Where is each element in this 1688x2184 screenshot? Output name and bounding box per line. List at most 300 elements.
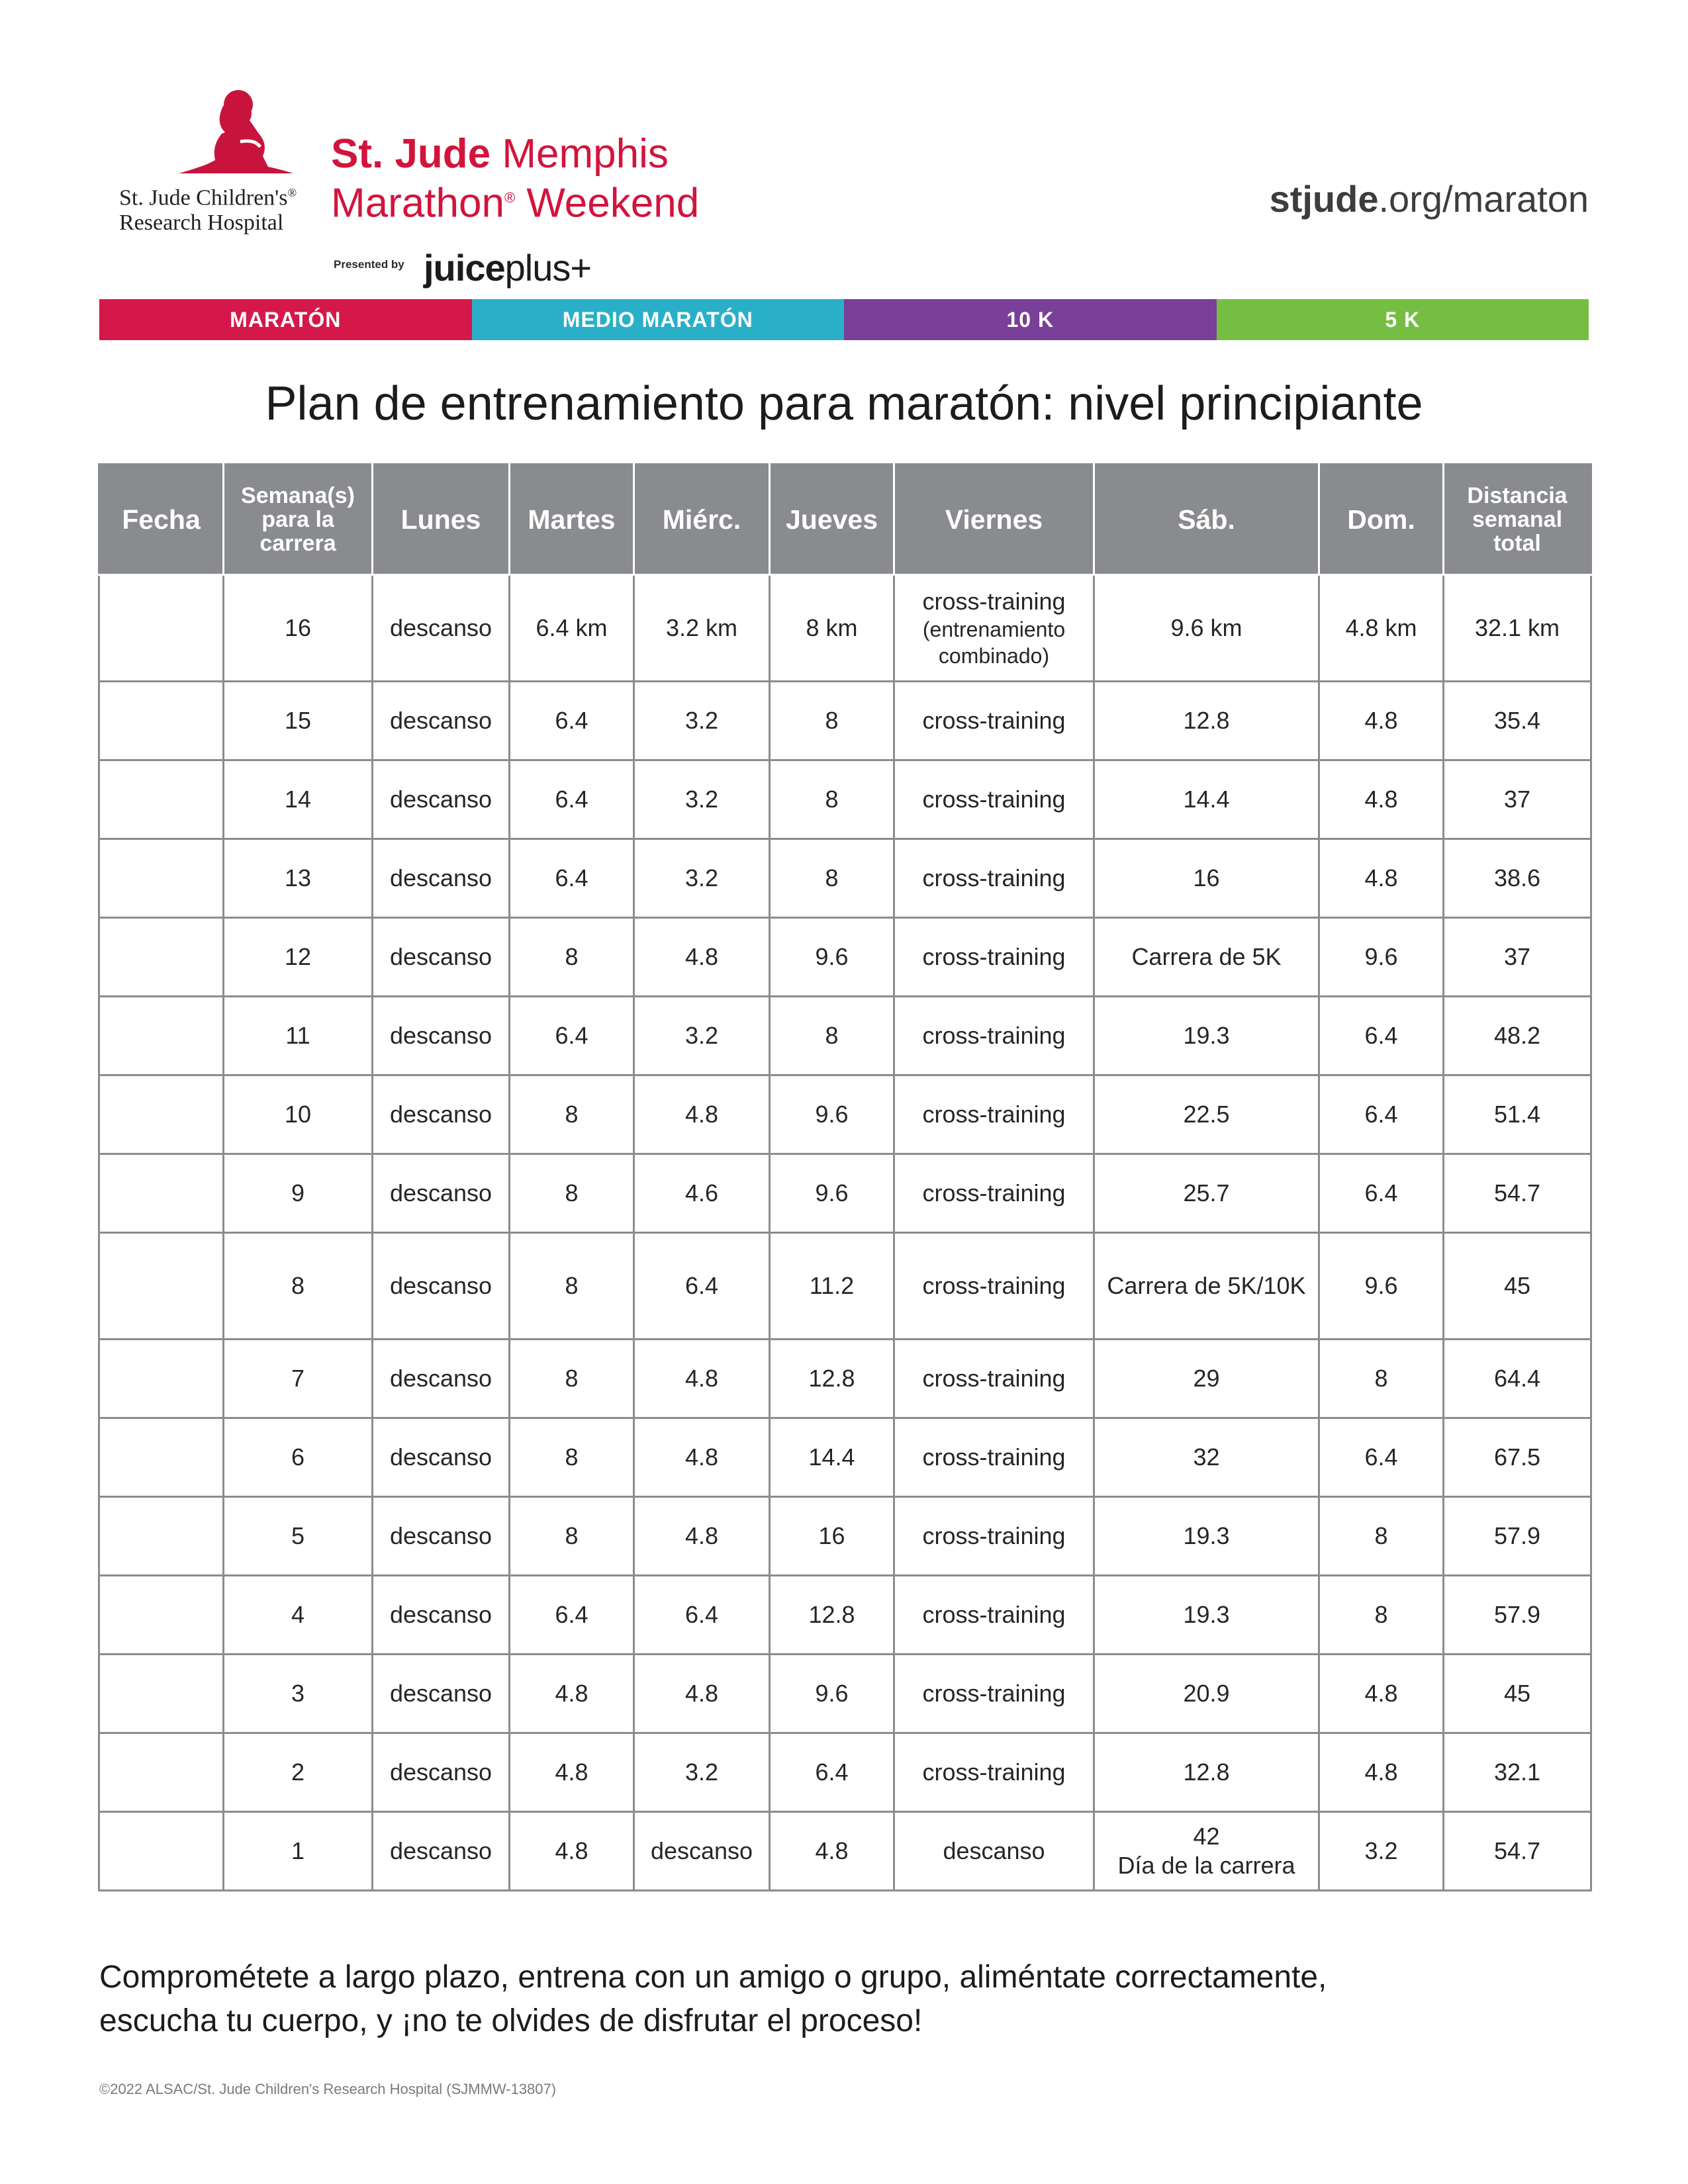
cell-jueves <box>770 1812 894 1891</box>
cell-semana <box>224 1418 373 1497</box>
cell-viernes <box>894 839 1094 918</box>
cell-fecha[interactable] <box>99 1655 224 1733</box>
cell-domingo <box>1319 1655 1444 1733</box>
cell-jueves-value: 16 <box>818 1522 845 1549</box>
cell-martes-value: 8 <box>565 1101 579 1128</box>
table-row <box>99 839 1591 918</box>
cell-martes-value: 8 <box>565 1365 579 1392</box>
cell-jueves-value: 9.6 <box>815 1101 849 1128</box>
cell-miercoles-value: 3.2 <box>684 786 719 813</box>
cell-lunes-value: descanso <box>389 1272 492 1299</box>
cell-jueves <box>770 1418 894 1497</box>
cell-martes <box>510 575 634 682</box>
cell-jueves <box>770 1576 894 1655</box>
cell-domingo-value: 8 <box>1374 1601 1388 1628</box>
cell-miercoles <box>634 1340 770 1418</box>
cell-total <box>1444 839 1591 918</box>
cell-fecha[interactable] <box>99 1075 224 1154</box>
cell-miercoles-value: 4.8 <box>684 1522 719 1549</box>
cell-jueves-value: 11.2 <box>809 1272 855 1299</box>
cell-martes <box>510 1075 634 1154</box>
cell-semana <box>224 1733 373 1812</box>
cell-domingo <box>1319 839 1444 918</box>
cell-semana <box>224 760 373 839</box>
cell-lunes-value: descanso <box>389 1522 492 1549</box>
cell-viernes-value: cross-training <box>922 1680 1066 1707</box>
cell-fecha[interactable] <box>99 682 224 760</box>
cell-total-value: 51.4 <box>1493 1101 1541 1128</box>
cell-total-value: 57.9 <box>1493 1522 1541 1549</box>
cell-sabado <box>1094 1075 1319 1154</box>
event-title-line1 <box>331 132 794 176</box>
cell-semana <box>224 1576 373 1655</box>
cell-domingo-value: 8 <box>1374 1522 1388 1549</box>
cell-jueves-value: 12.8 <box>808 1601 855 1628</box>
cell-semana-value: 13 <box>284 864 312 891</box>
cell-jueves-value: 9.6 <box>815 1680 849 1707</box>
category-maraton: MARATÓN <box>99 299 472 340</box>
cell-semana-value: 4 <box>291 1601 305 1628</box>
cell-semana-value: 2 <box>291 1758 305 1786</box>
cell-sabado-value: 19.3 <box>1183 1522 1230 1549</box>
cell-jueves-value: 8 <box>825 1022 839 1049</box>
cell-domingo-value: 3.2 <box>1364 1837 1398 1864</box>
cell-total-value: 37 <box>1503 786 1531 813</box>
table-row <box>99 1418 1591 1497</box>
sponsor-logo <box>424 246 591 289</box>
cell-semana-value: 11 <box>285 1022 310 1049</box>
cell-domingo-value: 9.6 <box>1364 943 1398 970</box>
cell-martes-value: 8 <box>565 1272 579 1299</box>
cell-total-value: 54.7 <box>1493 1837 1541 1864</box>
cell-total <box>1444 1576 1591 1655</box>
header-miercoles: Miérc. <box>634 465 770 575</box>
cell-sabado <box>1094 997 1319 1075</box>
cell-miercoles <box>634 1154 770 1233</box>
page-header <box>99 79 1589 291</box>
cell-domingo <box>1319 1154 1444 1233</box>
cell-total <box>1444 682 1591 760</box>
cell-viernes <box>894 1154 1094 1233</box>
table-row <box>99 575 1591 682</box>
cell-jueves <box>770 918 894 997</box>
cell-total <box>1444 1154 1591 1233</box>
cell-domingo-value: 6.4 <box>1364 1179 1398 1206</box>
cell-sabado-value: 25.7 <box>1183 1179 1230 1206</box>
cell-jueves <box>770 1233 894 1340</box>
footer-message-line2: escucha tu cuerpo, y ¡no te olvides de disfrutar el proceso! <box>99 2003 923 2038</box>
cell-martes-value: 4.8 <box>555 1837 588 1864</box>
cell-total <box>1444 997 1591 1075</box>
cell-lunes <box>373 997 510 1075</box>
cell-domingo-value: 6.4 <box>1364 1443 1398 1471</box>
training-plan-table <box>98 463 1592 1891</box>
cell-viernes <box>894 1075 1094 1154</box>
cell-total <box>1444 1075 1591 1154</box>
cell-jueves-value: 9.6 <box>815 1179 849 1206</box>
cell-fecha[interactable] <box>99 1418 224 1497</box>
cell-semana-value: 8 <box>291 1272 305 1299</box>
cell-domingo-value: 9.6 <box>1364 1272 1398 1299</box>
cell-total-value: 38.6 <box>1493 864 1541 891</box>
cell-martes-value: 4.8 <box>555 1758 588 1786</box>
cell-total <box>1444 1340 1591 1418</box>
cell-semana <box>224 1655 373 1733</box>
cell-lunes <box>373 918 510 997</box>
cell-fecha[interactable] <box>99 1733 224 1812</box>
cell-viernes-value: cross-training <box>922 1443 1066 1471</box>
cell-lunes <box>373 1075 510 1154</box>
event-title-rest: Memphis <box>491 131 669 177</box>
cell-sabado-value: 19.3 <box>1183 1601 1230 1628</box>
cell-domingo <box>1319 1733 1444 1812</box>
sponsor-logo-part2: plus+ <box>504 247 592 289</box>
table-row <box>99 918 1591 997</box>
table-row <box>99 1733 1591 1812</box>
table-header-row <box>99 465 1591 575</box>
table-row <box>99 1655 1591 1733</box>
cell-semana-value: 14 <box>284 786 312 813</box>
cell-sabado <box>1094 1418 1319 1497</box>
cell-jueves <box>770 997 894 1075</box>
cell-martes <box>510 1340 634 1418</box>
cell-jueves-value: 8 km <box>806 614 858 641</box>
site-url-rest: .org/maraton <box>1378 178 1589 220</box>
cell-total <box>1444 1655 1591 1733</box>
cell-total <box>1444 1497 1591 1576</box>
cell-domingo-value: 4.8 km <box>1345 614 1417 641</box>
cell-lunes-value: descanso <box>389 1179 492 1206</box>
cell-lunes <box>373 682 510 760</box>
cell-total <box>1444 1812 1591 1891</box>
cell-total-value: 57.9 <box>1493 1601 1541 1628</box>
cell-martes-value: 6.4 <box>555 1601 588 1628</box>
cell-domingo-value: 8 <box>1374 1365 1388 1392</box>
header-domingo: Dom. <box>1319 465 1444 575</box>
cell-lunes-value: descanso <box>389 1837 492 1864</box>
cell-sabado <box>1094 839 1319 918</box>
cell-viernes <box>894 682 1094 760</box>
cell-viernes-value: cross-training <box>922 1758 1066 1786</box>
cell-miercoles <box>634 1075 770 1154</box>
cell-total-value: 35.4 <box>1493 707 1541 734</box>
cell-miercoles <box>634 997 770 1075</box>
cell-semana-value: 15 <box>284 707 312 734</box>
cell-sabado-value: 14.4 <box>1183 786 1230 813</box>
cell-miercoles <box>634 575 770 682</box>
cell-domingo <box>1319 1812 1444 1891</box>
cell-sabado <box>1094 682 1319 760</box>
cell-domingo <box>1319 682 1444 760</box>
cell-total-value: 37 <box>1503 943 1531 970</box>
cell-jueves <box>770 1075 894 1154</box>
cell-martes <box>510 1576 634 1655</box>
cell-semana-value: 7 <box>291 1365 305 1392</box>
site-url-bold: stjude <box>1269 178 1379 220</box>
cell-miercoles-value: 3.2 km <box>665 614 738 641</box>
cell-lunes <box>373 1233 510 1340</box>
cell-domingo <box>1319 918 1444 997</box>
cell-miercoles <box>634 760 770 839</box>
table-row <box>99 1233 1591 1340</box>
cell-jueves <box>770 682 894 760</box>
cell-martes-value: 8 <box>565 943 579 970</box>
cell-jueves <box>770 1497 894 1576</box>
header-total: Distancia semanal total <box>1444 465 1591 575</box>
presented-by <box>331 246 728 299</box>
cell-miercoles-value: 6.4 <box>684 1601 719 1628</box>
hospital-logo <box>119 86 318 238</box>
cell-sabado <box>1094 1812 1319 1891</box>
cell-semana-value: 12 <box>284 943 312 970</box>
cell-sabado-value: 22.5 <box>1183 1101 1230 1128</box>
cell-lunes <box>373 1812 510 1891</box>
cell-total-value: 54.7 <box>1493 1179 1541 1206</box>
event-title-line2 <box>331 176 794 226</box>
footer-message <box>99 1956 1589 2043</box>
cell-total <box>1444 760 1591 839</box>
cell-miercoles <box>634 1233 770 1340</box>
cell-jueves <box>770 575 894 682</box>
cell-total <box>1444 1233 1591 1340</box>
cell-miercoles-value: 6.4 <box>684 1272 719 1299</box>
cell-martes-value: 6.4 km <box>536 614 608 641</box>
cell-jueves-value: 8 <box>825 864 839 891</box>
cell-fecha[interactable] <box>99 918 224 997</box>
header-martes: Martes <box>510 465 634 575</box>
header-fecha: Fecha <box>99 465 224 575</box>
cell-sabado <box>1094 1733 1319 1812</box>
cell-lunes-value: descanso <box>389 864 492 891</box>
cell-semana-value: 9 <box>291 1179 305 1206</box>
cell-sabado <box>1094 1340 1319 1418</box>
table-row <box>99 1075 1591 1154</box>
cell-miercoles-value: 3.2 <box>684 1758 719 1786</box>
cell-semana <box>224 1154 373 1233</box>
cell-lunes <box>373 1733 510 1812</box>
cell-lunes <box>373 1655 510 1733</box>
cell-martes <box>510 760 634 839</box>
cell-sabado <box>1094 1233 1319 1340</box>
cell-lunes <box>373 760 510 839</box>
cell-viernes <box>894 760 1094 839</box>
cell-domingo-value: 4.8 <box>1364 786 1398 813</box>
cell-fecha[interactable] <box>99 1497 224 1576</box>
cell-martes <box>510 1154 634 1233</box>
cell-viernes <box>894 1576 1094 1655</box>
sponsor-logo-part1: juice <box>424 247 505 289</box>
cell-viernes-value: cross-training <box>922 1365 1066 1392</box>
cell-fecha[interactable] <box>99 1233 224 1340</box>
cell-viernes <box>894 1340 1094 1418</box>
cell-miercoles <box>634 1812 770 1891</box>
cell-total-value: 32.1 km <box>1474 614 1560 641</box>
copyright: ©2022 ALSAC/St. Jude Children's Research Hospital (SJMMW-13807) <box>99 2081 557 2097</box>
cell-domingo <box>1319 997 1444 1075</box>
cell-viernes <box>894 1733 1094 1812</box>
cell-sabado-value: 32 <box>1193 1443 1220 1471</box>
cell-sabado-value: 12.8 <box>1183 1758 1230 1786</box>
header-semanas: Semana(s) para la carrera <box>224 465 373 575</box>
category-medio-maraton: MEDIO MARATÓN <box>472 299 845 340</box>
cell-sabado-value: 20.9 <box>1183 1680 1230 1707</box>
cell-martes <box>510 839 634 918</box>
cell-semana <box>224 918 373 997</box>
cell-domingo <box>1319 1576 1444 1655</box>
table-row <box>99 1497 1591 1576</box>
cell-viernes-value: cross-training <box>922 1522 1066 1549</box>
cell-lunes-value: descanso <box>389 614 492 641</box>
cell-martes-value: 4.8 <box>555 1680 588 1707</box>
cell-viernes <box>894 918 1094 997</box>
cell-martes <box>510 1812 634 1891</box>
cell-domingo-value: 4.8 <box>1364 864 1398 891</box>
cell-semana <box>224 1233 373 1340</box>
cell-martes-value: 6.4 <box>555 786 588 813</box>
cell-total-value: 45 <box>1503 1272 1531 1299</box>
cell-jueves-value: 9.6 <box>815 943 849 970</box>
cell-jueves-value: 8 <box>825 786 839 813</box>
category-10k: 10 K <box>844 299 1217 340</box>
table-row <box>99 1340 1591 1418</box>
event-brand <box>331 131 794 289</box>
cell-viernes <box>894 1655 1094 1733</box>
cell-martes <box>510 1497 634 1576</box>
cell-sabado-value: 16 <box>1193 864 1220 891</box>
cell-fecha[interactable] <box>99 1576 224 1655</box>
cell-lunes <box>373 575 510 682</box>
cell-fecha[interactable] <box>99 1340 224 1418</box>
cell-domingo-value: 4.8 <box>1364 1758 1398 1786</box>
cell-semana-value: 3 <box>291 1680 305 1707</box>
cell-martes-value: 6.4 <box>555 707 588 734</box>
table-row <box>99 1812 1591 1891</box>
cell-lunes <box>373 1340 510 1418</box>
cell-viernes <box>894 1418 1094 1497</box>
cell-miercoles <box>634 1497 770 1576</box>
cell-lunes-value: descanso <box>389 707 492 734</box>
event-registered-mark: ® <box>504 189 516 206</box>
cell-semana-value: 5 <box>291 1522 305 1549</box>
cell-semana-value: 16 <box>284 614 312 641</box>
cell-viernes-value: cross-training <box>922 864 1066 891</box>
cell-fecha[interactable] <box>99 997 224 1075</box>
cell-lunes <box>373 1576 510 1655</box>
cell-domingo <box>1319 1497 1444 1576</box>
cell-jueves <box>770 1733 894 1812</box>
cell-total-value: 32.1 <box>1493 1758 1541 1786</box>
cell-domingo <box>1319 1075 1444 1154</box>
cell-miercoles-value: 4.8 <box>684 1680 719 1707</box>
cell-fecha[interactable] <box>99 839 224 918</box>
cell-martes <box>510 997 634 1075</box>
header-lunes: Lunes <box>373 465 510 575</box>
cell-martes <box>510 1233 634 1340</box>
table-row <box>99 682 1591 760</box>
cell-domingo-value: 4.8 <box>1364 1680 1398 1707</box>
cell-semana <box>224 682 373 760</box>
cell-miercoles-value: 4.8 <box>684 1443 719 1471</box>
cell-martes <box>510 1418 634 1497</box>
cell-semana-value: 10 <box>284 1101 312 1128</box>
cell-miercoles <box>634 682 770 760</box>
cell-miercoles <box>634 1655 770 1733</box>
event-title-weekend: Weekend <box>515 180 700 226</box>
event-title-bold: St. Jude <box>331 131 491 177</box>
cell-viernes-value: cross-training <box>922 786 1066 813</box>
footer-message-line1: Comprométete a largo plazo, entrena con un amigo o grupo, aliméntate correctamente, <box>99 1960 1327 1995</box>
cell-total <box>1444 575 1591 682</box>
cell-fecha[interactable] <box>99 1154 224 1233</box>
cell-martes-value: 8 <box>565 1179 579 1206</box>
cell-lunes-value: descanso <box>389 1101 492 1128</box>
cell-total-value: 45 <box>1503 1680 1531 1707</box>
cell-lunes-value: descanso <box>389 1443 492 1471</box>
cell-viernes-value: cross-training <box>922 1601 1066 1628</box>
cell-jueves-value: 14.4 <box>808 1443 855 1471</box>
hospital-name <box>119 180 331 236</box>
cell-viernes-value: cross-training <box>922 943 1066 970</box>
site-url[interactable] <box>1270 177 1589 220</box>
cell-lunes <box>373 1497 510 1576</box>
cell-sabado <box>1094 918 1319 997</box>
cell-viernes <box>894 1497 1094 1576</box>
cell-martes-value: 8 <box>565 1443 579 1471</box>
cell-lunes-value: descanso <box>389 1365 492 1392</box>
cell-martes-value: 6.4 <box>555 864 588 891</box>
cell-miercoles-value: 3.2 <box>684 1022 719 1049</box>
cell-viernes-value: descanso <box>943 1837 1045 1864</box>
cell-viernes-value: cross-training <box>922 1179 1066 1206</box>
cell-semana <box>224 997 373 1075</box>
cell-viernes <box>894 1233 1094 1340</box>
cell-lunes-value: descanso <box>389 1758 492 1786</box>
cell-lunes <box>373 1418 510 1497</box>
cell-semana-value: 6 <box>291 1443 305 1471</box>
cell-lunes-value: descanso <box>389 1601 492 1628</box>
cell-miercoles-value: 3.2 <box>684 864 719 891</box>
cell-viernes-value: cross-training <box>922 588 1066 615</box>
cell-jueves-value: 8 <box>825 707 839 734</box>
cell-semana <box>224 1812 373 1891</box>
header-jueves: Jueves <box>770 465 894 575</box>
cell-jueves <box>770 839 894 918</box>
cell-domingo <box>1319 575 1444 682</box>
cell-sabado-value: Carrera de 5K/10K <box>1107 1272 1306 1299</box>
cell-jueves <box>770 1154 894 1233</box>
cell-miercoles-value: 4.8 <box>684 1101 719 1128</box>
page-title: Plan de entrenamiento para maratón: nivel principiante <box>265 377 1423 430</box>
cell-total-value: 64.4 <box>1493 1365 1541 1392</box>
cell-domingo-value: 6.4 <box>1364 1022 1398 1049</box>
cell-fecha[interactable] <box>99 1812 224 1891</box>
cell-fecha[interactable] <box>99 575 224 682</box>
cell-jueves-value: 6.4 <box>815 1758 849 1786</box>
cell-sabado-value: 9.6 km <box>1170 614 1243 641</box>
cell-sabado-value: Carrera de 5K <box>1131 943 1282 970</box>
cell-miercoles-value: 3.2 <box>684 707 719 734</box>
cell-viernes <box>894 575 1094 682</box>
cell-sabado <box>1094 1154 1319 1233</box>
cell-miercoles <box>634 1576 770 1655</box>
hospital-name-line2: Research Hospital <box>119 210 284 236</box>
cell-martes-value: 6.4 <box>555 1022 588 1049</box>
presented-by-label: Presented by <box>334 258 404 271</box>
cell-fecha[interactable] <box>99 760 224 839</box>
cell-sabado-value: 12.8 <box>1183 707 1230 734</box>
cell-jueves <box>770 760 894 839</box>
cell-sabado-value: 29 <box>1193 1365 1220 1392</box>
